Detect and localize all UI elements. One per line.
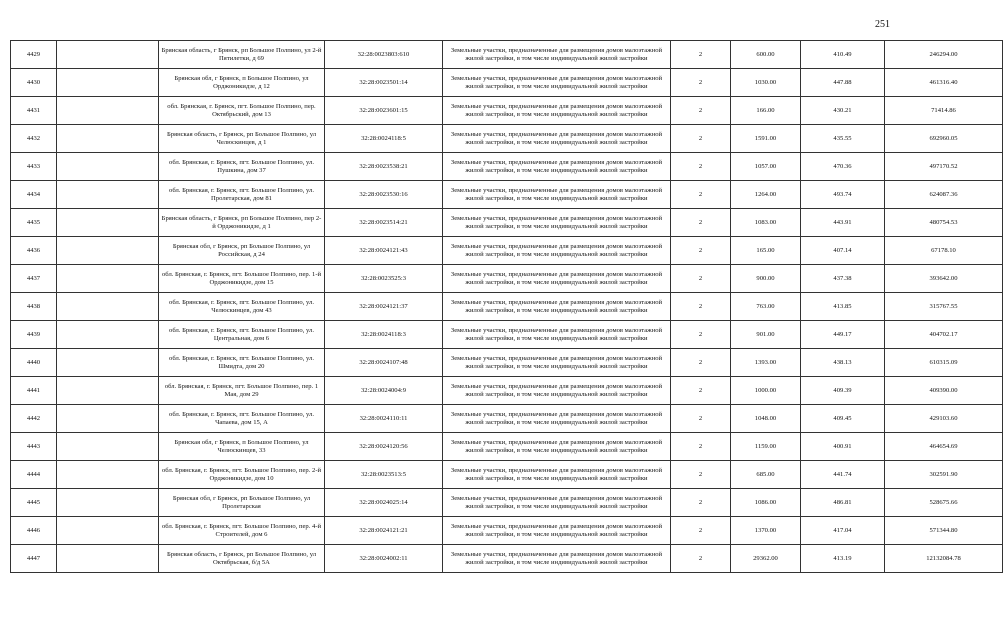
- blank-cell: [57, 41, 159, 69]
- group-cell: 2: [671, 349, 731, 377]
- blank-cell: [57, 293, 159, 321]
- land-use-cell: Земельные участки, предназначенные для размещения домов малоэтажной жилой застройки, в том числе индивидуальной жилой застройки: [443, 517, 671, 545]
- cadastral-number-cell: 32:28:0024120:56: [325, 433, 443, 461]
- table-row: [11, 41, 1003, 69]
- group-cell: 2: [671, 433, 731, 461]
- record-number-cell: 4435: [11, 209, 57, 237]
- group-cell: 2: [671, 461, 731, 489]
- address-cell: обл. Брянская, г. Брянск, пгт. Большое Полпино, пер. Октябрьский, дом 13: [159, 97, 325, 125]
- cadastral-value-cell: 71414.86: [885, 97, 1003, 125]
- table-row: [11, 489, 1003, 517]
- blank-cell: [57, 489, 159, 517]
- area-cell: 1370.00: [731, 517, 801, 545]
- land-use-cell: Земельные участки, предназначенные для размещения домов малоэтажной жилой застройки, в том числе индивидуальной жилой застройки: [443, 209, 671, 237]
- cadastral-number-cell: 32:28:0023538:21: [325, 153, 443, 181]
- cadastral-value-cell: 393642.00: [885, 265, 1003, 293]
- cadastral-number-cell: 32:28:0024118:5: [325, 125, 443, 153]
- group-cell: 2: [671, 321, 731, 349]
- land-use-cell: Земельные участки, предназначенные для размещения домов малоэтажной жилой застройки, в том числе индивидуальной жилой застройки: [443, 321, 671, 349]
- address-cell: обл. Брянская, г. Брянск, пгт. Большое Полпино, ул. Центральная, дом 6: [159, 321, 325, 349]
- group-cell: 2: [671, 517, 731, 545]
- address-cell: Брянская обл, г Брянск, п Большое Полпино, ул Челюскинцев, 33: [159, 433, 325, 461]
- area-cell: 1264.00: [731, 181, 801, 209]
- group-cell: 2: [671, 97, 731, 125]
- cadastral-number-cell: 32:28:0024118:3: [325, 321, 443, 349]
- record-number-cell: 4443: [11, 433, 57, 461]
- specific-value-cell: 493.74: [801, 181, 885, 209]
- cadastral-value-cell: 464654.69: [885, 433, 1003, 461]
- table-row: [11, 237, 1003, 265]
- record-number-cell: 4445: [11, 489, 57, 517]
- land-use-cell: Земельные участки, предназначенные для размещения домов малоэтажной жилой застройки, в том числе индивидуальной жилой застройки: [443, 545, 671, 573]
- group-cell: 2: [671, 545, 731, 573]
- address-cell: обл. Брянская, г. Брянск, пгт. Большое Полпино, пер. 1 Мая, дом 29: [159, 377, 325, 405]
- group-cell: 2: [671, 237, 731, 265]
- cadastral-value-cell: 315767.55: [885, 293, 1003, 321]
- cadastral-number-cell: 32:28:0024004:9: [325, 377, 443, 405]
- blank-cell: [57, 181, 159, 209]
- specific-value-cell: 449.17: [801, 321, 885, 349]
- record-number-cell: 4436: [11, 237, 57, 265]
- area-cell: 763.00: [731, 293, 801, 321]
- cadastral-number-cell: 32:28:0024002:11: [325, 545, 443, 573]
- area-cell: 685.00: [731, 461, 801, 489]
- address-cell: Брянская область, г Брянск, рп Большое Полпино, ул Октябрьская, б/д 5А: [159, 545, 325, 573]
- land-use-cell: Земельные участки, предназначенные для размещения домов малоэтажной жилой застройки, в том числе индивидуальной жилой застройки: [443, 405, 671, 433]
- specific-value-cell: 417.04: [801, 517, 885, 545]
- specific-value-cell: 413.19: [801, 545, 885, 573]
- table-row: [11, 377, 1003, 405]
- address-cell: Брянская обл, г Брянск, рп Большое Полпино, ул Пролетарская: [159, 489, 325, 517]
- specific-value-cell: 413.85: [801, 293, 885, 321]
- cadastral-number-cell: 32:28:0023514:21: [325, 209, 443, 237]
- record-number-cell: 4444: [11, 461, 57, 489]
- cadastral-number-cell: 32:28:0024107:48: [325, 349, 443, 377]
- specific-value-cell: 435.55: [801, 125, 885, 153]
- address-cell: обл. Брянская, г. Брянск, пгт. Большое Полпино, ул. Пушкина, дом 37: [159, 153, 325, 181]
- cadastral-value-cell: 480754.53: [885, 209, 1003, 237]
- table-row: [11, 265, 1003, 293]
- cadastral-value-cell: 610315.09: [885, 349, 1003, 377]
- blank-cell: [57, 433, 159, 461]
- blank-cell: [57, 69, 159, 97]
- cadastral-number-cell: 32:28:0024121:21: [325, 517, 443, 545]
- address-cell: Брянская область, г Брянск, рп Большое Полпино, ул 2-й Пятилетки, д 69: [159, 41, 325, 69]
- cadastral-number-cell: 32:28:0024121:43: [325, 237, 443, 265]
- table-row: [11, 517, 1003, 545]
- table-row: [11, 69, 1003, 97]
- record-number-cell: 4431: [11, 97, 57, 125]
- table-row: [11, 181, 1003, 209]
- record-number-cell: 4447: [11, 545, 57, 573]
- blank-cell: [57, 377, 159, 405]
- land-use-cell: Земельные участки, предназначенные для размещения домов малоэтажной жилой застройки, в том числе индивидуальной жилой застройки: [443, 153, 671, 181]
- cadastral-value-cell: 246294.00: [885, 41, 1003, 69]
- specific-value-cell: 447.88: [801, 69, 885, 97]
- group-cell: 2: [671, 41, 731, 69]
- land-use-cell: Земельные участки, предназначенные для размещения домов малоэтажной жилой застройки, в том числе индивидуальной жилой застройки: [443, 265, 671, 293]
- land-use-cell: Земельные участки, предназначенные для размещения домов малоэтажной жилой застройки, в том числе индивидуальной жилой застройки: [443, 293, 671, 321]
- cadastral-number-cell: 32:28:0023601:15: [325, 97, 443, 125]
- land-use-cell: Земельные участки, предназначенные для размещения домов малоэтажной жилой застройки, в том числе индивидуальной жилой застройки: [443, 237, 671, 265]
- area-cell: 1000.00: [731, 377, 801, 405]
- cadastral-value-cell: 404702.17: [885, 321, 1003, 349]
- area-cell: 29362.00: [731, 545, 801, 573]
- area-cell: 1048.00: [731, 405, 801, 433]
- cadastral-value-cell: 409390.00: [885, 377, 1003, 405]
- land-use-cell: Земельные участки, предназначенные для размещения домов малоэтажной жилой застройки, в том числе индивидуальной жилой застройки: [443, 489, 671, 517]
- blank-cell: [57, 545, 159, 573]
- cadastral-number-cell: 32:28:0023513:5: [325, 461, 443, 489]
- specific-value-cell: 470.36: [801, 153, 885, 181]
- record-number-cell: 4434: [11, 181, 57, 209]
- cadastral-value-cell: 429103.60: [885, 405, 1003, 433]
- record-number-cell: 4430: [11, 69, 57, 97]
- blank-cell: [57, 265, 159, 293]
- record-number-cell: 4441: [11, 377, 57, 405]
- cadastral-value-cell: 67178.10: [885, 237, 1003, 265]
- table-row: [11, 405, 1003, 433]
- address-cell: обл. Брянская, г. Брянск, пгт. Большое Полпино, ул. Челюскинцев, дом 43: [159, 293, 325, 321]
- address-cell: обл. Брянская, г. Брянск, пгт. Большое Полпино, пер. 2-й Орджоникидзе, дом 10: [159, 461, 325, 489]
- blank-cell: [57, 405, 159, 433]
- specific-value-cell: 407.14: [801, 237, 885, 265]
- specific-value-cell: 438.13: [801, 349, 885, 377]
- area-cell: 1030.00: [731, 69, 801, 97]
- blank-cell: [57, 237, 159, 265]
- land-use-cell: Земельные участки, предназначенные для размещения домов малоэтажной жилой застройки, в том числе индивидуальной жилой застройки: [443, 349, 671, 377]
- cadastral-number-cell: 32:28:0024110:11: [325, 405, 443, 433]
- group-cell: 2: [671, 489, 731, 517]
- specific-value-cell: 400.91: [801, 433, 885, 461]
- table-row: [11, 209, 1003, 237]
- area-cell: 1086.00: [731, 489, 801, 517]
- land-use-cell: Земельные участки, предназначенные для размещения домов малоэтажной жилой застройки, в том числе индивидуальной жилой застройки: [443, 377, 671, 405]
- record-number-cell: 4440: [11, 349, 57, 377]
- specific-value-cell: 486.81: [801, 489, 885, 517]
- blank-cell: [57, 517, 159, 545]
- group-cell: 2: [671, 125, 731, 153]
- record-number-cell: 4433: [11, 153, 57, 181]
- group-cell: 2: [671, 153, 731, 181]
- table-row: [11, 349, 1003, 377]
- area-cell: 901.00: [731, 321, 801, 349]
- land-use-cell: Земельные участки, предназначенные для размещения домов малоэтажной жилой застройки, в том числе индивидуальной жилой застройки: [443, 433, 671, 461]
- record-number-cell: 4446: [11, 517, 57, 545]
- area-cell: 1591.00: [731, 125, 801, 153]
- cadastral-value-cell: 571344.80: [885, 517, 1003, 545]
- land-use-cell: Земельные участки, предназначенные для размещения домов малоэтажной жилой застройки, в том числе индивидуальной жилой застройки: [443, 41, 671, 69]
- area-cell: 1393.00: [731, 349, 801, 377]
- record-number-cell: 4432: [11, 125, 57, 153]
- land-use-cell: Земельные участки, предназначенные для размещения домов малоэтажной жилой застройки, в том числе индивидуальной жилой застройки: [443, 125, 671, 153]
- specific-value-cell: 437.38: [801, 265, 885, 293]
- record-number-cell: 4442: [11, 405, 57, 433]
- table-body: [11, 41, 1003, 573]
- page-number: 251: [875, 19, 890, 30]
- table-row: [11, 461, 1003, 489]
- group-cell: 2: [671, 69, 731, 97]
- area-cell: 1057.00: [731, 153, 801, 181]
- address-cell: обл. Брянская, г. Брянск, пгт. Большое Полпино, ул. Пролетарская, дом 81: [159, 181, 325, 209]
- cadastral-value-cell: 302591.90: [885, 461, 1003, 489]
- cadastral-value-cell: 461316.40: [885, 69, 1003, 97]
- specific-value-cell: 409.45: [801, 405, 885, 433]
- cadastral-value-cell: 624087.36: [885, 181, 1003, 209]
- record-number-cell: 4438: [11, 293, 57, 321]
- cadastral-value-cell: 528675.66: [885, 489, 1003, 517]
- cadastral-value-cell: 12132084.78: [885, 545, 1003, 573]
- table-row: [11, 321, 1003, 349]
- specific-value-cell: 410.49: [801, 41, 885, 69]
- land-use-cell: Земельные участки, предназначенные для размещения домов малоэтажной жилой застройки, в том числе индивидуальной жилой застройки: [443, 181, 671, 209]
- area-cell: 165.00: [731, 237, 801, 265]
- blank-cell: [57, 321, 159, 349]
- land-use-cell: Земельные участки, предназначенные для размещения домов малоэтажной жилой застройки, в том числе индивидуальной жилой застройки: [443, 97, 671, 125]
- address-cell: обл. Брянская, г. Брянск, пгт. Большое Полпино, ул. Чапаева, дом 15, А: [159, 405, 325, 433]
- record-number-cell: 4439: [11, 321, 57, 349]
- group-cell: 2: [671, 293, 731, 321]
- cadastral-number-cell: 32:28:0024025:14: [325, 489, 443, 517]
- address-cell: Брянская обл, г Брянск, рп Большое Полпино, ул Российская, д 24: [159, 237, 325, 265]
- cadastral-number-cell: 32:28:0023530:16: [325, 181, 443, 209]
- record-number-cell: 4429: [11, 41, 57, 69]
- table-row: [11, 545, 1003, 573]
- table-row: [11, 125, 1003, 153]
- area-cell: 900.00: [731, 265, 801, 293]
- group-cell: 2: [671, 377, 731, 405]
- blank-cell: [57, 97, 159, 125]
- area-cell: 1083.00: [731, 209, 801, 237]
- address-cell: обл. Брянская, г. Брянск, пгт. Большое Полпино, ул. Шмидта, дом 20: [159, 349, 325, 377]
- area-cell: 1159.00: [731, 433, 801, 461]
- group-cell: 2: [671, 265, 731, 293]
- blank-cell: [57, 349, 159, 377]
- cadastral-number-cell: 32:28:0024121:37: [325, 293, 443, 321]
- group-cell: 2: [671, 209, 731, 237]
- cadastral-value-cell: 497170.52: [885, 153, 1003, 181]
- specific-value-cell: 409.39: [801, 377, 885, 405]
- cadastral-number-cell: 32:28:0023501:14: [325, 69, 443, 97]
- table-row: [11, 97, 1003, 125]
- blank-cell: [57, 209, 159, 237]
- land-use-cell: Земельные участки, предназначенные для размещения домов малоэтажной жилой застройки, в том числе индивидуальной жилой застройки: [443, 69, 671, 97]
- blank-cell: [57, 153, 159, 181]
- cadastral-value-cell: 692960.05: [885, 125, 1003, 153]
- group-cell: 2: [671, 181, 731, 209]
- area-cell: 600.00: [731, 41, 801, 69]
- address-cell: Брянская обл, г Брянск, п Большое Полпино, ул Орджоникидзе, д 12: [159, 69, 325, 97]
- address-cell: Брянская область, г Брянск, рп Большое Полпино, пер 2-й Орджоникидзе, д 1: [159, 209, 325, 237]
- address-cell: Брянская область, г Брянск, рп Большое Полпино, ул Челюскинцев, д 1: [159, 125, 325, 153]
- address-cell: обл. Брянская, г. Брянск, пгт. Большое Полпино, пер. 4-й Строителей, дом 6: [159, 517, 325, 545]
- table-row: [11, 293, 1003, 321]
- group-cell: 2: [671, 405, 731, 433]
- specific-value-cell: 443.91: [801, 209, 885, 237]
- blank-cell: [57, 461, 159, 489]
- cadastral-number-cell: 32:28:0023525:3: [325, 265, 443, 293]
- land-plot-registry-table: [10, 40, 1003, 573]
- specific-value-cell: 441.74: [801, 461, 885, 489]
- cadastral-number-cell: 32:28:0023803:610: [325, 41, 443, 69]
- blank-cell: [57, 125, 159, 153]
- record-number-cell: 4437: [11, 265, 57, 293]
- specific-value-cell: 430.21: [801, 97, 885, 125]
- address-cell: обл. Брянская, г. Брянск, пгт. Большое Полпино, пер. 1-й Орджоникидзе, дом 15: [159, 265, 325, 293]
- area-cell: 166.00: [731, 97, 801, 125]
- land-use-cell: Земельные участки, предназначенные для размещения домов малоэтажной жилой застройки, в том числе индивидуальной жилой застройки: [443, 461, 671, 489]
- table-row: [11, 433, 1003, 461]
- table-row: [11, 153, 1003, 181]
